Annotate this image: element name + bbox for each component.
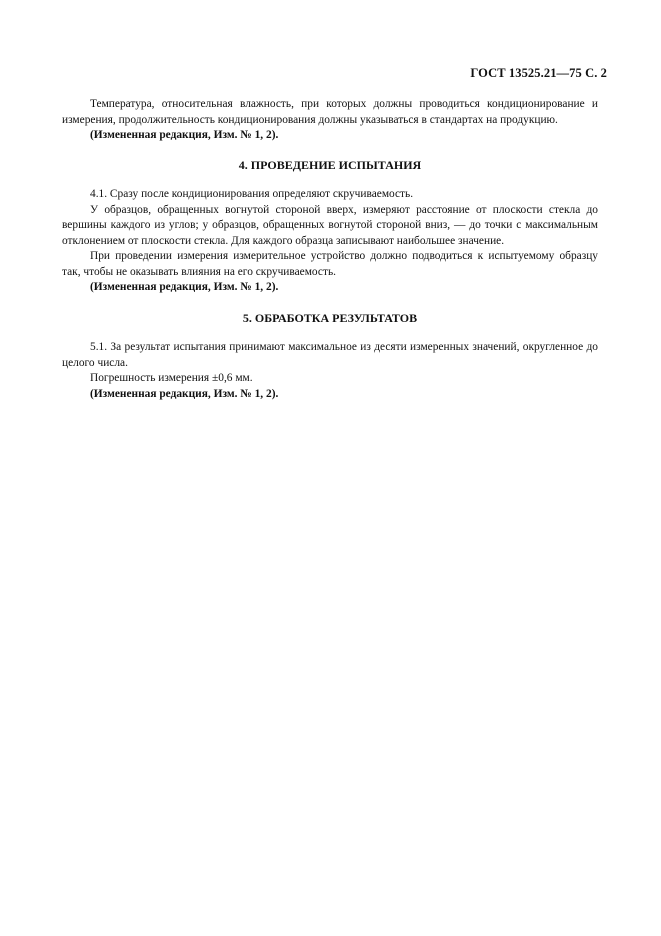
section-5-title: 5. ОБРАБОТКА РЕЗУЛЬТАТОВ bbox=[242, 310, 418, 325]
section-4-title: 4. ПРОВЕДЕНИЕ ИСПЫТАНИЯ bbox=[238, 157, 422, 172]
page-header: ГОСТ 13525.21—75 С. 2 bbox=[470, 66, 607, 80]
intro-amendment-note: (Измененная редакция, Изм. № 1, 2). bbox=[90, 129, 279, 141]
section-4-paragraph-3: При проведении измерения измерительное устройство должно подводиться к испытуемому образцу так, чтобы не оказывать влияния на его скручиваемость. bbox=[62, 250, 598, 278]
section-4-paragraph-1: 4.1. Сразу после кондиционирования определяют скручиваемость. bbox=[90, 188, 414, 200]
section-4-amendment-note: (Измененная редакция, Изм. № 1, 2). bbox=[90, 281, 279, 293]
section-5-amendment-note: (Измененная редакция, Изм. № 1, 2). bbox=[90, 387, 279, 400]
intro-paragraph: Температура, относительная влажность, при которых должны проводиться кондиционирование и измерения, продолжительность кондиционирования должны указываться в стандартах на продукцию. bbox=[62, 98, 598, 126]
section-4-paragraph-2: У образцов, обращенных вогнутой стороной вверх, измеряют расстояние от плоскости стекла до вершины каждого из углов; у образцов, обращенных вогнутой стороной вниз, — до точки с максимальным отклонением от плоскости стекла. Для каждого образца записывают наибольшее значение. bbox=[62, 203, 598, 247]
document-body bbox=[62, 97, 598, 402]
section-5-paragraph-2: Погрешность измерения ±0,6 мм. bbox=[90, 372, 253, 384]
section-5-paragraph-1: 5.1. За результат испытания принимают максимальное из десяти измеренных значений, округленное до целого числа. bbox=[62, 341, 598, 369]
